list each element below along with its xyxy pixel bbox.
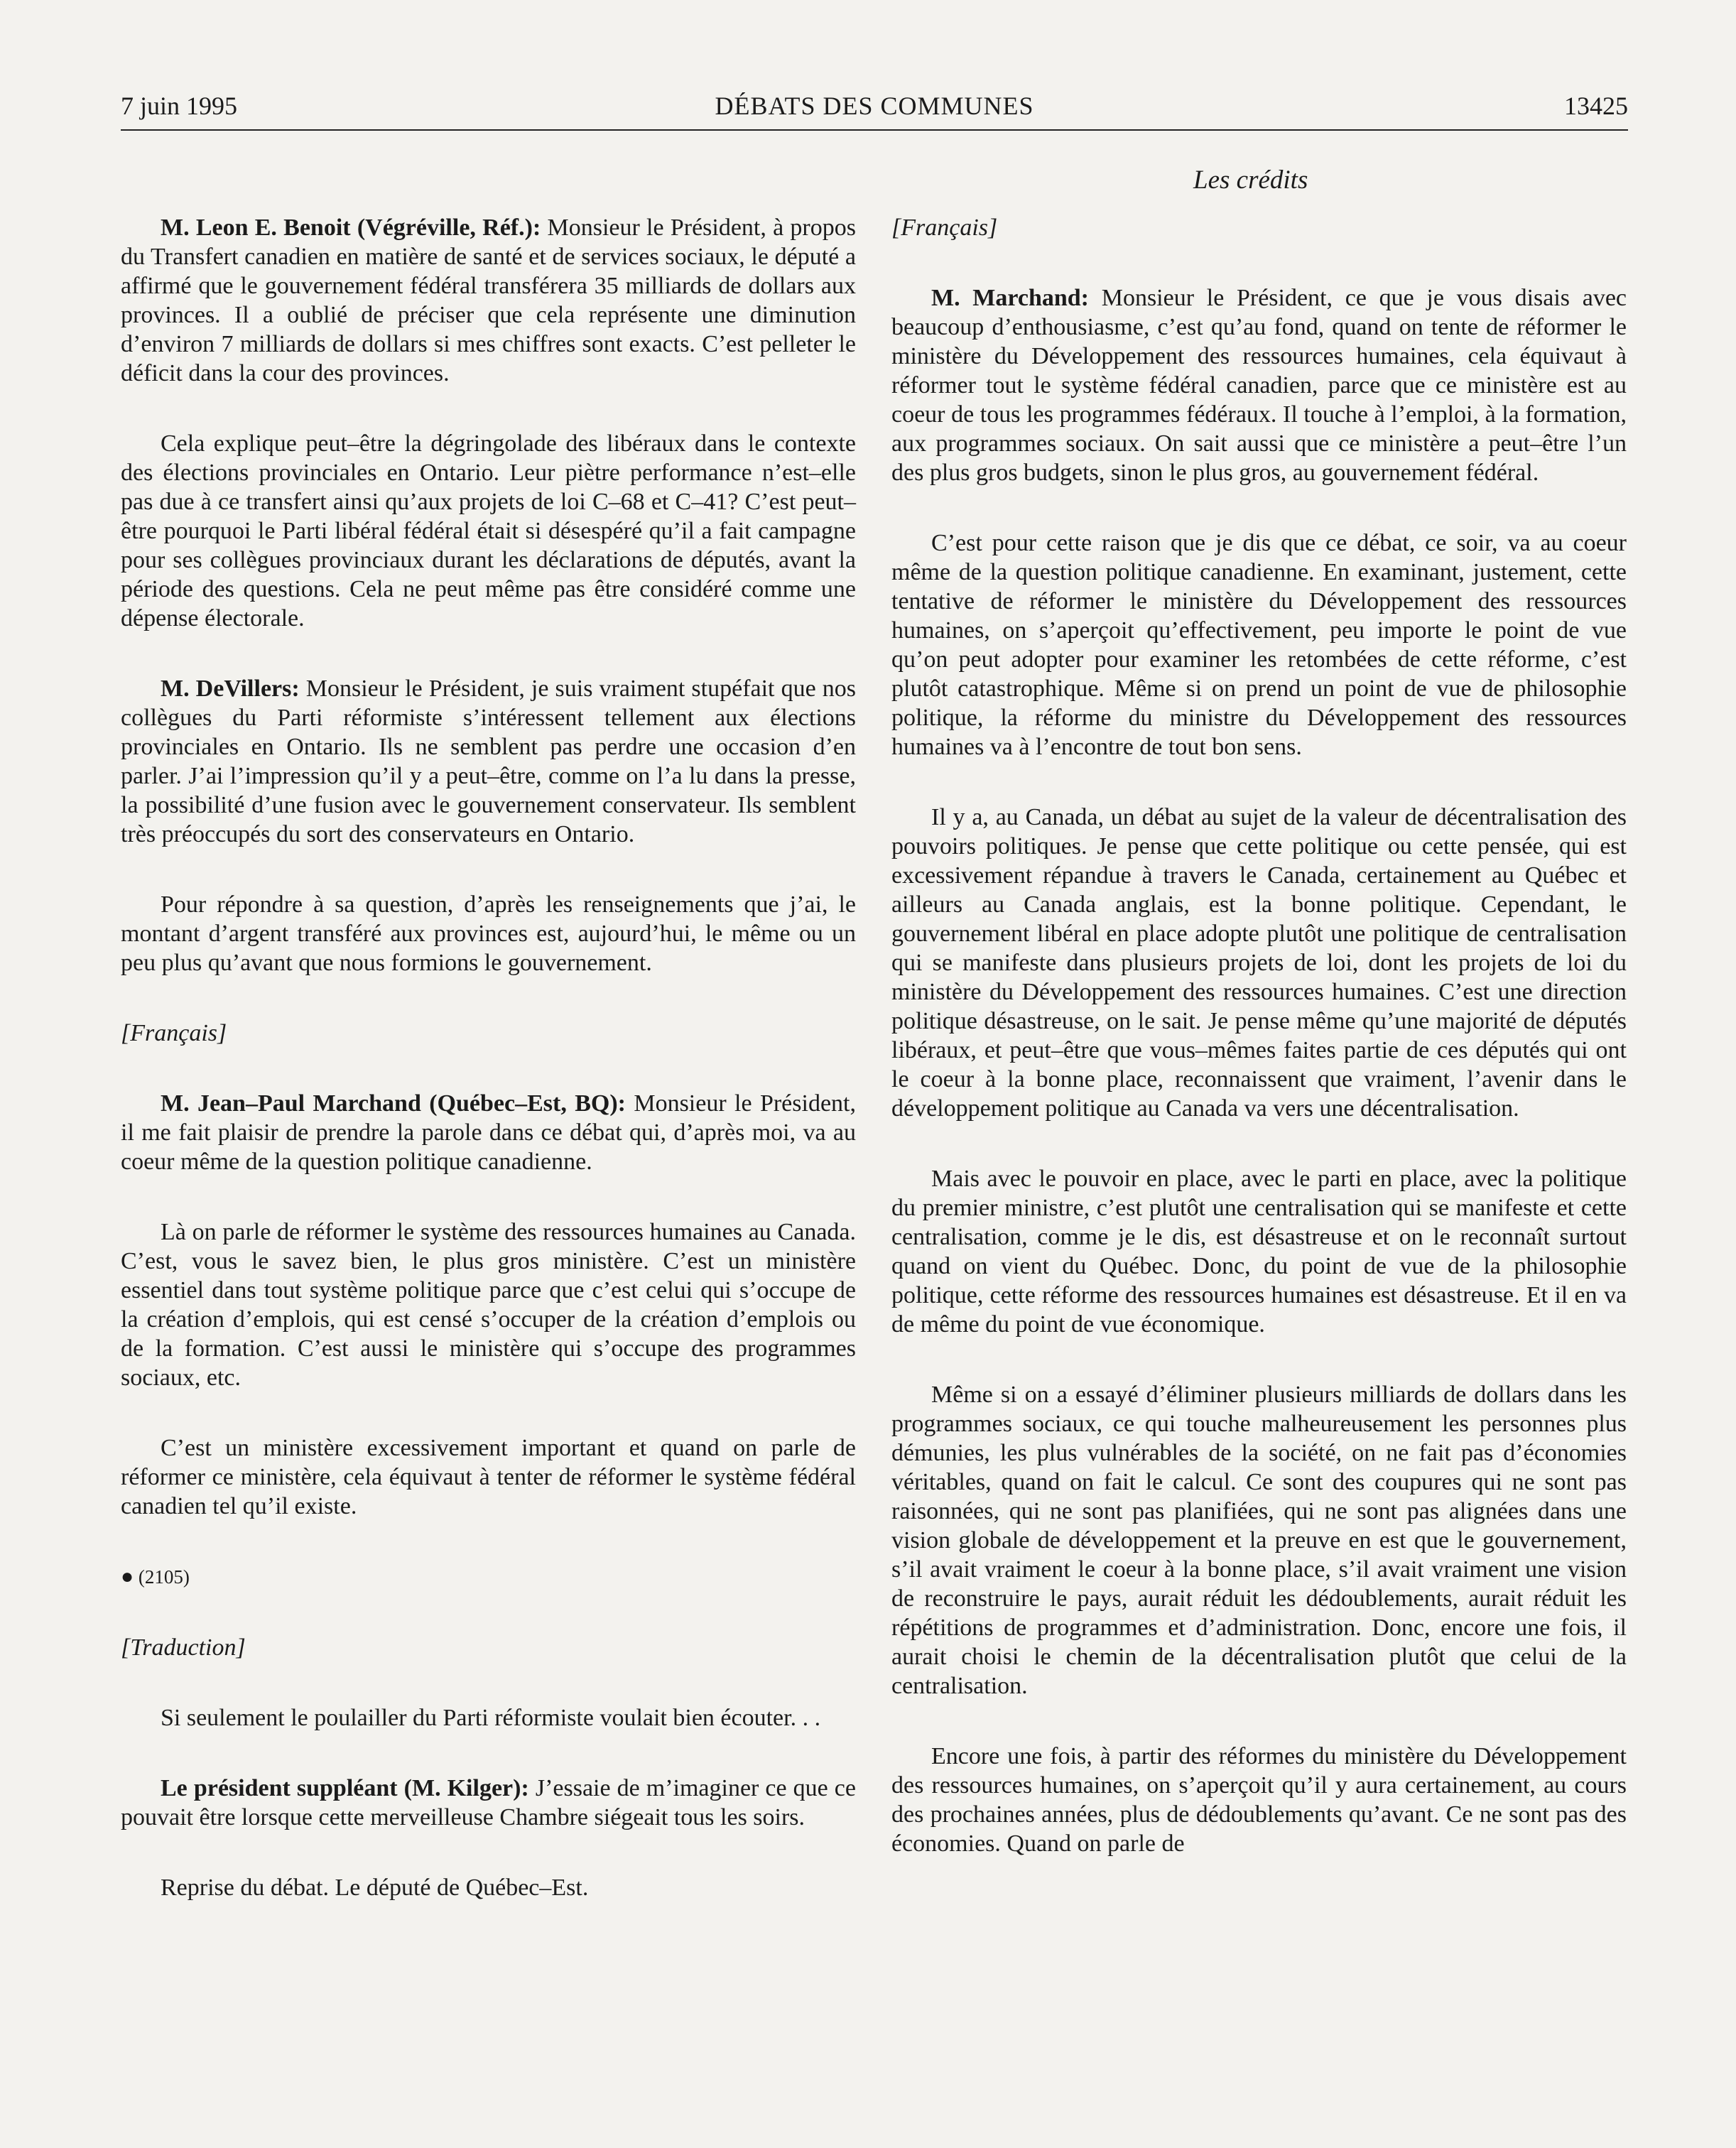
paragraph: Si seulement le poulailler du Parti réformiste voulait bien écouter. . . (161, 1705, 821, 1731)
left-column (121, 213, 856, 1902)
paragraph (891, 283, 1627, 487)
language-marker: [Français] (891, 215, 998, 241)
paragraph-text: Monsieur le Président, ce que je vous disais avec beaucoup d’enthousiasme, c’est qu’au fond, quand on tente de réformer le ministère du Développement des ressources humaines, cela équivaut à réformer tout le système fédéral canadien, parce que ce ministère est au coeur de tous les programmes fédéraux. Il touche à l’emploi, à la formation, aux programmes sociaux. On sait aussi que ce ministère a peut–être l’un des plus gros budgets, sinon le plus gros, au gouvernement fédéral. (891, 285, 1627, 486)
paragraph-text: Monsieur le Président, à propos du Transfert canadien en matière de santé et de services sociaux, le député a affirmé que le gouvernement fédéral transférera 35 milliards de dollars aux provinces. Il a oublié de préciser que cela représente une diminution d’environ 7 milliards de dollars si mes chiffres sont exacts. C’est pelleter le déficit dans la cour des provinces. (121, 215, 856, 386)
paragraph-text: Monsieur le Président, il me fait plaisir de prendre la parole dans ce débat qui, d’après moi, va au coeur même de la question politique canadienne. (121, 1090, 856, 1175)
paragraph: Il y a, au Canada, un débat au sujet de la valeur de décentralisation des pouvoirs politiques. Je pense que cette politique ou cette pensée, qui est excessivement répandue à travers le Canada, certainement au Québec et ailleurs au Canada anglais, est la bonne politique. Cependant, le gouvernement libéral en place adopte plutôt une politique de centralisation qui se manifeste dans plusieurs projets de loi, dont les projets de loi du ministère du Développement des ressources humaines. C’est une direction politique désastreuse, on le sait. Je pense même qu’une majorité de députés libéraux, et peut–être que vous–mêmes faites partie de ces députés qui ont le coeur à la bonne place, reconnaissent que vraiment, l’avenir dans le développement politique au Canada va vers une décentralisation. (891, 804, 1627, 1122)
time-marker (121, 1562, 856, 1592)
paragraph-text: Monsieur le Président, je suis vraiment stupéfait que nos collègues du Parti réformiste s’intéressent tellement aux élections provinciales en Ontario. Ils ne semblent pas perdre une occasion d’en parler. J’ai l’impression qu’il y a peut–être, comme on l’a lu dans la presse, la possibilité d’une fusion avec le gouvernement conservateur. Ils semblent très préoccupés du sort des conservateurs en Ontario. (121, 676, 856, 847)
paragraph: Mais avec le pouvoir en place, avec le parti en place, avec la politique du premier ministre, c’est plutôt une centralisation qui se manifeste et cette centralisation, comme je le dis, est désastreuse et on le reconnaît surtout quand on vient du Québec. Donc, du point de vue de la philosophie politique, cette réforme des ressources humaines est désastreuse. Et il en va de même du point de vue économique. (891, 1166, 1627, 1338)
header-date: 7 juin 1995 (121, 92, 238, 120)
right-column (891, 213, 1627, 1858)
paragraph (121, 674, 856, 849)
paragraph: Là on parle de réformer le système des ressources humaines au Canada. C’est, vous le savez bien, le plus gros ministère. C’est un ministère essentiel dans tout système politique parce que c’est celui qui s’occupe de la création d’emplois, qui est censé s’occuper de la création d’emplois ou de la formation. C’est aussi le ministère qui s’occupe des programmes sociaux, etc. (121, 1219, 856, 1391)
paragraph (121, 1774, 856, 1832)
speaker-name: M. DeVillers: (161, 676, 300, 702)
paragraph (121, 213, 856, 388)
speaker-name: M. Leon E. Benoit (Végréville, Réf.): (161, 215, 541, 241)
running-head: Les crédits (1193, 166, 1308, 195)
paragraph: C’est un ministère excessivement important et quand on parle de réformer ce ministère, cela équivaut à tenter de réformer le système fédéral canadien tel qu’il existe. (121, 1435, 856, 1519)
paragraph: Reprise du débat. Le député de Québec–Est. (161, 1875, 589, 1901)
paragraph: Même si on a essayé d’éliminer plusieurs milliards de dollars dans les programmes sociaux, ce qui touche malheureusement les personnes plus démunies, les plus vulnérables de la société, on ne fait pas d’économies véritables, quand on fait le calcul. Ce sont des coupures qui ne sont pas raisonnées, qui ne sont pas planifiées, qui ne sont pas alignées dans une vision globale de développement et la preuve en est que le gouvernement, s’il avait vraiment le coeur à la bonne place, s’il avait vraiment une vision de reconstruire le pays, aurait réduit les dédoublements, aurait réduit les répétitions de programmes et d’administration. Donc, encore une fois, il aurait choisi le chemin de la décentralisation plutôt que celui de la centralisation. (891, 1382, 1627, 1699)
paragraph: Cela explique peut–être la dégringolade des libéraux dans le contexte des élections provinciales en Ontario. Leur piètre performance n’est–elle pas due à ce transfert ainsi qu’aux projets de loi C–68 et C–41? C’est peut–être pourquoi le Parti libéral fédéral était si désespéré qu’il a fait campagne pour ses collègues provinciaux durant les déclarations de députés, avant la période des questions. Cela ne peut même pas être considéré comme une dépense électorale. (121, 430, 856, 631)
paragraph (121, 1089, 856, 1176)
paragraph-text: J’essaie de m’imaginer ce que ce pouvait être lorsque cette merveilleuse Chambre siégeait tous les soirs. (121, 1775, 856, 1830)
paragraph: Pour répondre à sa question, d’après les renseignements que j’ai, le montant d’argent transféré aux provinces est, aujourd’hui, le même ou un peu plus qu’avant que nous formions le gouvernement. (121, 891, 856, 976)
time-marker-text: (2105) (138, 1566, 190, 1588)
paragraph: Encore une fois, à partir des réformes du ministère du Développement des ressources humaines, on s’aperçoit qu’il y aura certainement, au cours des prochaines années, plus de dédoublements qu’avant. Ce ne sont pas des économies. Quand on parle de (891, 1743, 1627, 1857)
speaker-name: M. Jean–Paul Marchand (Québec–Est, BQ): (161, 1090, 626, 1117)
header-page-number: 13425 (1564, 92, 1628, 120)
speaker-name: Le président suppléant (M. Kilger): (161, 1775, 529, 1801)
language-marker: [Traduction] (121, 1634, 246, 1661)
bullet-icon: ● (121, 1565, 134, 1588)
speaker-name: M. Marchand: (931, 285, 1090, 311)
language-marker: [Français] (121, 1020, 227, 1046)
page-header (121, 85, 1628, 131)
header-title: DÉBATS DES COMMUNES (715, 92, 1034, 120)
paragraph: C’est pour cette raison que je dis que ce débat, ce soir, va au coeur même de la question politique canadienne. En examinant, justement, cette tentative de réformer le ministère du Développement des ressources humaines, on s’aperçoit qu’effectivement, peu importe le point de vue qu’on peut adopter pour examiner les retombées de cette réforme, c’est plutôt catastrophique. Même si on prend un point de vue de philosophie politique, la réforme du ministre du Développement des ressources humaines va à l’encontre de tout bon sens. (891, 530, 1627, 760)
